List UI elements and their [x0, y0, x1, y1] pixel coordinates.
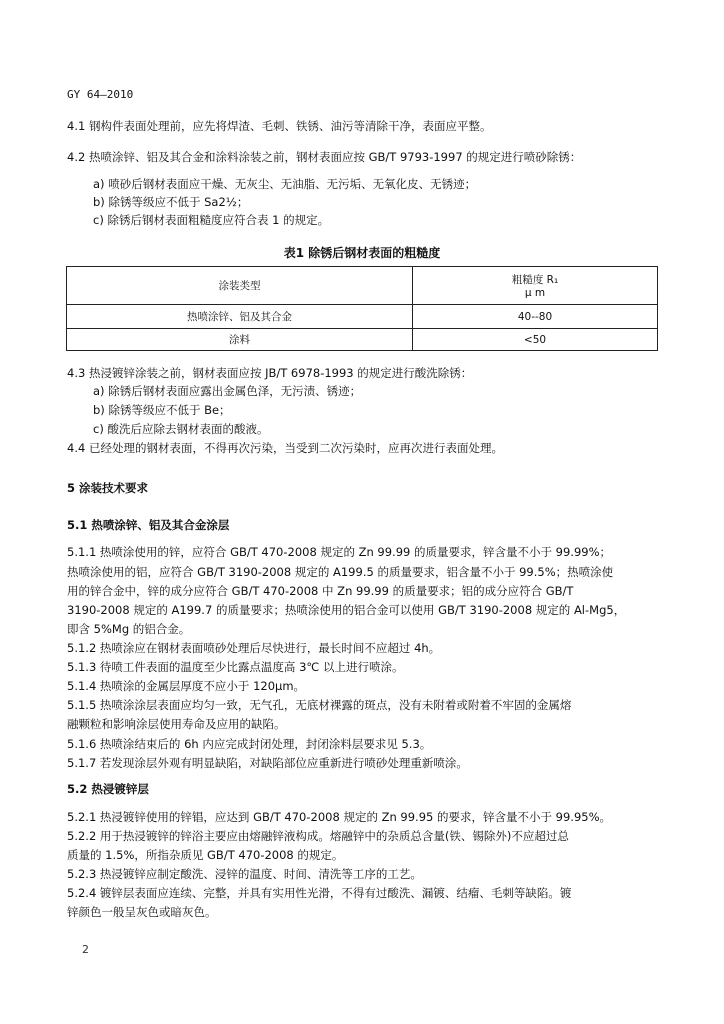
- clause-5-1-1-line-4: 3190-2008 规定的 A199.7 的质量要求；热喷涂使用的铝合金可以使用 GB/T 3190-2008 规定的 Al-Mg5，: [67, 603, 626, 617]
- clause-5-1-7: 5.1.7 若发现涂层外观有明显缺陷，对缺陷部位应重新进行喷砂处理重新喷涂。: [67, 756, 468, 770]
- page-number: 2: [82, 943, 89, 956]
- clause-5-1-5-line-1: 5.1.5 热喷涂涂层表面应均匀一致，无气孔，无底材裸露的斑点，没有未附着或附着不牢固的金属熔: [67, 698, 572, 712]
- clause-5-1-4: 5.1.4 热喷涂的金属层厚度不应小于 120μm。: [67, 679, 306, 693]
- clause-5-1-1-line-1: 5.1.1 热喷涂使用的锌，应符合 GB/T 470-2008 规定的 Zn 99.99 的质量要求，锌含量不小于 99.99%；: [67, 545, 612, 559]
- clause-5-1-1-line-3: 用的锌合金中，锌的成分应符合 GB/T 470-2008 中 Zn 99.99 的质量要求；铝的成分应符合 GB/T: [67, 584, 574, 598]
- table-row: [67, 329, 658, 351]
- clause-5-1-6: 5.1.6 热喷涂结束后的 6h 内应完成封闭处理，封闭涂料层要求见 5.3。: [67, 737, 432, 751]
- clause-5-2-2-line-2: 质量的 1.5%，所指杂质见 GB/T 470-2008 的规定。: [67, 848, 344, 862]
- clause-5-1-5-line-2: 融颗粒和影响涂层使用寿命及应用的缺陷。: [67, 717, 286, 731]
- table-cell-value: <50: [413, 329, 658, 351]
- table-row: [67, 305, 658, 329]
- clause-5-1-3: 5.1.3 待喷工件表面的温度至少比露点温度高 3℃ 以上进行喷涂。: [67, 660, 404, 674]
- table-title: 表1 除锈后钢材表面的粗糙度: [283, 246, 441, 260]
- list-item-4-3-b: b) 除锈等级应不低于 Be；: [93, 403, 231, 417]
- clause-5-2-3: 5.2.3 热浸镀锌应制定酸洗、浸锌的温度、时间、清洗等工序的工艺。: [67, 867, 422, 881]
- table-header-type: 涂装类型: [67, 267, 413, 305]
- document-header: GY 64—2010: [67, 88, 134, 101]
- clause-5-1-1-line-2: 热喷涂使用的铝，应符合 GB/T 3190-2008 规定的 A199.5 的质量要求，铝含量不小于 99.5%；热喷涂使: [67, 565, 614, 579]
- roughness-table: [66, 266, 658, 351]
- clause-4-2: 4.2 热喷涂锌、铝及其合金和涂料涂装之前，钢材表面应按 GB/T 9793-1997 的规定进行喷砂除锈：: [67, 150, 582, 164]
- table-cell-type: 涂料: [67, 329, 413, 351]
- list-item-4-2-c: c) 除锈后钢材表面粗糙度应符合表 1 的规定。: [93, 213, 330, 227]
- clause-4-1: 4.1 钢构件表面处理前，应先将焊渣、毛刺、铁锈、油污等清除干净，表面应平整。: [67, 119, 492, 133]
- table-cell-value: 40--80: [413, 305, 658, 329]
- table-header-roughness-label: 粗糙度 R₁: [511, 274, 559, 286]
- section-5-1-heading: 5.1 热喷涂锌、铝及其合金涂层: [67, 518, 230, 532]
- clause-4-3: 4.3 热浸镀锌涂装之前，钢材表面应按 JB/T 6978-1993 的规定进行酸洗除锈：: [67, 366, 473, 380]
- section-5-2-heading: 5.2 热浸镀锌层: [67, 782, 149, 796]
- list-item-4-2-a: a) 喷砂后钢材表面应干燥、无灰尘、无油脂、无污垢、无氧化皮、无锈迹；: [93, 177, 477, 191]
- table-header-roughness-unit: μ m: [524, 287, 546, 299]
- clause-5-2-4-line-2: 锌颜色一般呈灰色或暗灰色。: [67, 905, 217, 919]
- table-header-roughness: [413, 267, 658, 305]
- section-5-heading: 5 涂装技术要求: [67, 481, 149, 495]
- clause-5-2-4-line-1: 5.2.4 镀锌层表面应连续、完整，并具有实用性光滑，不得有过酸洗、漏镀、结瘤、毛刺等缺陷。镀: [67, 886, 572, 900]
- clause-5-2-2-line-1: 5.2.2 用于热浸镀锌的锌浴主要应由熔融锌液构成。熔融锌中的杂质总含量(铁、锡除外)不应超过总: [67, 829, 569, 843]
- table-cell-type: 热喷涂锌、铝及其合金: [67, 305, 413, 329]
- list-item-4-3-c: c) 酸洗后应除去钢材表面的酸液。: [93, 422, 269, 436]
- clause-5-2-1: 5.2.1 热浸镀锌使用的锌锠，应达到 GB/T 470-2008 规定的 Zn 99.95 的要求，锌含量不小于 99.95%。: [67, 810, 612, 824]
- clause-5-1-2: 5.1.2 热喷涂应在钢材表面喷砂处理后尽快进行，最长时间不应超过 4h。: [67, 641, 441, 655]
- clause-4-4: 4.4 已经处理的钢材表面，不得再次污染，当受到二次污染时，应再次进行表面处理。: [67, 441, 503, 455]
- clause-5-1-1-line-5: 即含 5%Mg 的铝合金。: [67, 622, 191, 636]
- list-item-4-3-a: a) 除锈后钢材表面应露出金属色泽，无污渍、锈迹；: [93, 384, 362, 398]
- list-item-4-2-b: b) 除锈等级应不低于 Sa2½；: [93, 195, 249, 209]
